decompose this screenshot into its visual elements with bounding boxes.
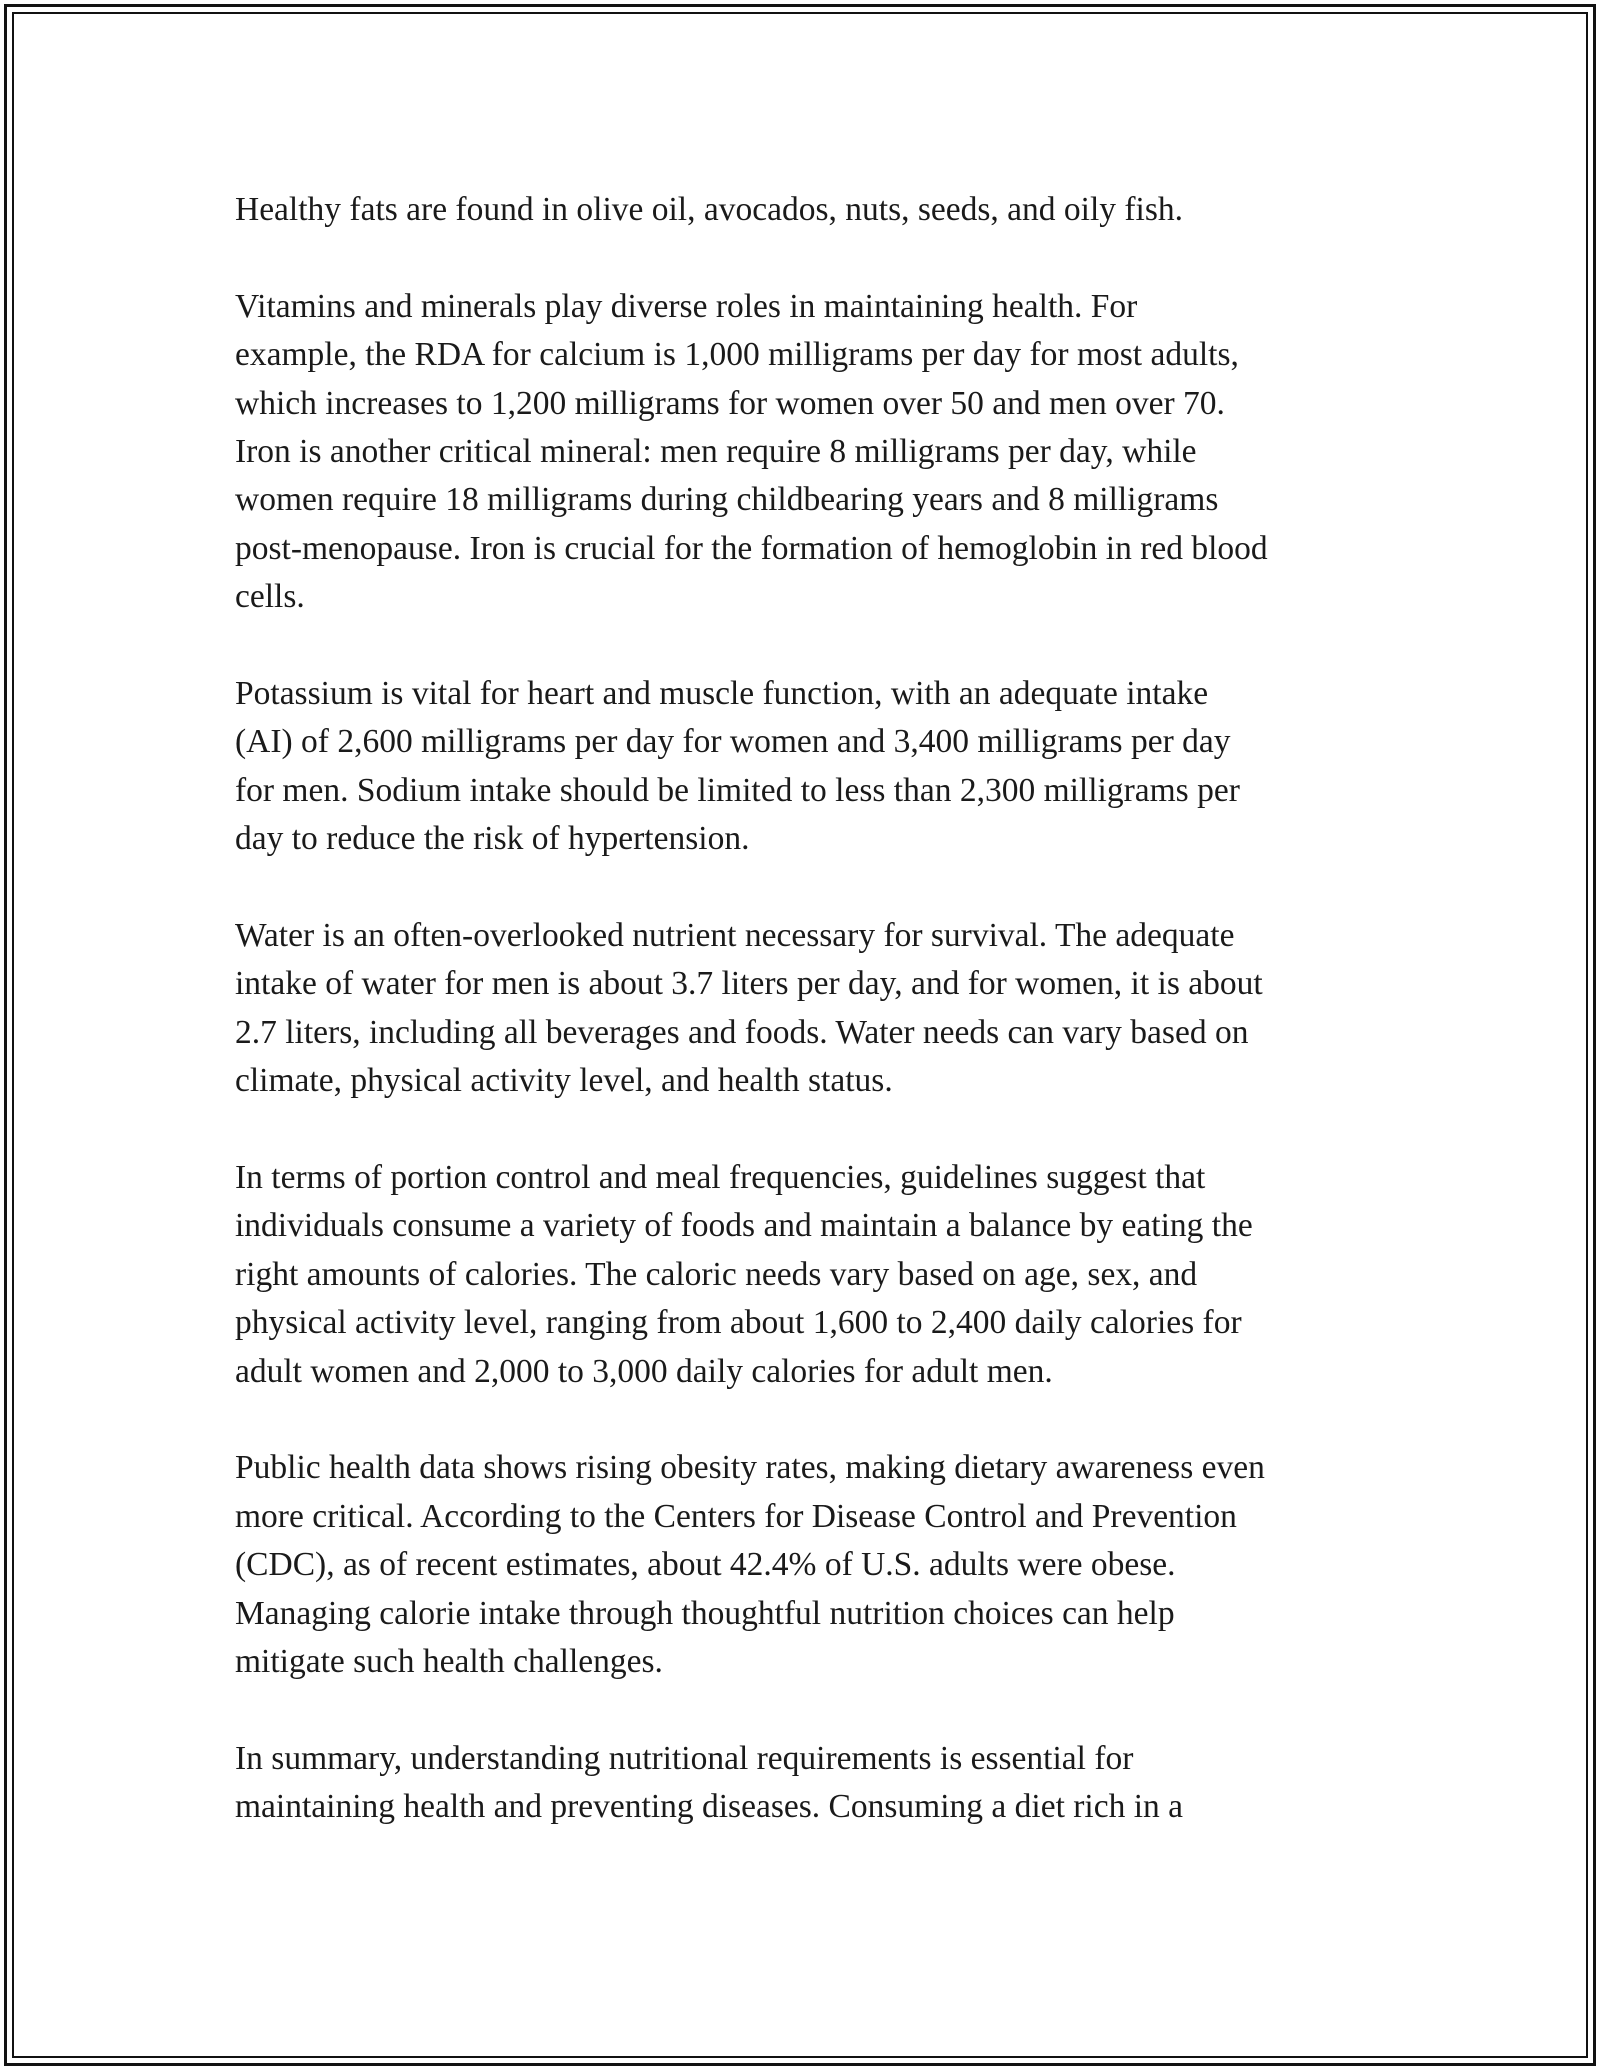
- text-line: Managing calorie intake through thoughtful nutrition choices can help: [235, 1594, 1175, 1632]
- paragraph-water: [235, 912, 1385, 1106]
- text-line: In summary, understanding nutritional requirements is essential for: [235, 1739, 1134, 1777]
- paragraph-vitamins-minerals: [235, 283, 1385, 622]
- text-line: mitigate such health challenges.: [235, 1643, 663, 1681]
- text-line: (AI) of 2,600 milligrams per day for women and 3,400 milligrams per day: [235, 723, 1231, 761]
- text-line: Vitamins and minerals play diverse roles in maintaining health. For: [235, 287, 1138, 325]
- text-line: for men. Sodium intake should be limited to less than 2,300 milligrams per: [235, 771, 1240, 809]
- text-line: 2.7 liters, including all beverages and foods. Water needs can vary based on: [235, 1013, 1249, 1051]
- text-line: right amounts of calories. The caloric needs vary based on age, sex, and: [235, 1255, 1198, 1293]
- text-line: Healthy fats are found in olive oil, avocados, nuts, seeds, and oily fish.: [235, 191, 1184, 228]
- text-line: intake of water for men is about 3.7 liters per day, and for women, it is about: [235, 965, 1263, 1003]
- text-line: which increases to 1,200 milligrams for women over 50 and men over 70.: [235, 384, 1225, 422]
- text-line: Water is an often-overlooked nutrient necessary for survival. The adequate: [235, 917, 1235, 955]
- text-line: individuals consume a variety of foods and maintain a balance by eating the: [235, 1207, 1253, 1245]
- text-line: physical activity level, ranging from about 1,600 to 2,400 daily calories for: [235, 1304, 1242, 1342]
- paragraph-portion-control: [235, 1154, 1385, 1396]
- text-line: post-menopause. Iron is crucial for the formation of hemoglobin in red blood: [235, 529, 1268, 567]
- text-line: more critical. According to the Centers for Disease Control and Prevention: [235, 1497, 1237, 1535]
- paragraph-healthy-fats: [235, 186, 1385, 234]
- paragraph-potassium-sodium: [235, 670, 1385, 864]
- text-line: example, the RDA for calcium is 1,000 milligrams per day for most adults,: [235, 336, 1239, 374]
- text-line: women require 18 milligrams during childbearing years and 8 milligrams: [235, 481, 1219, 519]
- text-line: day to reduce the risk of hypertension.: [235, 820, 750, 858]
- text-line: cells.: [235, 578, 305, 616]
- text-line: In terms of portion control and meal frequencies, guidelines suggest that: [235, 1159, 1206, 1197]
- text-line: adult women and 2,000 to 3,000 daily calories for adult men.: [235, 1352, 1053, 1390]
- text-line: climate, physical activity level, and health status.: [235, 1062, 893, 1100]
- paragraph-public-health: [235, 1444, 1385, 1686]
- text-line: Potassium is vital for heart and muscle function, with an adequate intake: [235, 675, 1209, 713]
- text-line: Public health data shows rising obesity rates, making dietary awareness even: [235, 1449, 1265, 1487]
- text-line: Iron is another critical mineral: men require 8 milligrams per day, while: [235, 433, 1197, 471]
- paragraph-summary: [235, 1735, 1385, 1832]
- text-line: maintaining health and preventing diseases. Consuming a diet rich in a: [235, 1788, 1184, 1826]
- text-line: (CDC), as of recent estimates, about 42.4% of U.S. adults were obese.: [235, 1546, 1176, 1584]
- document-body: [235, 186, 1385, 1880]
